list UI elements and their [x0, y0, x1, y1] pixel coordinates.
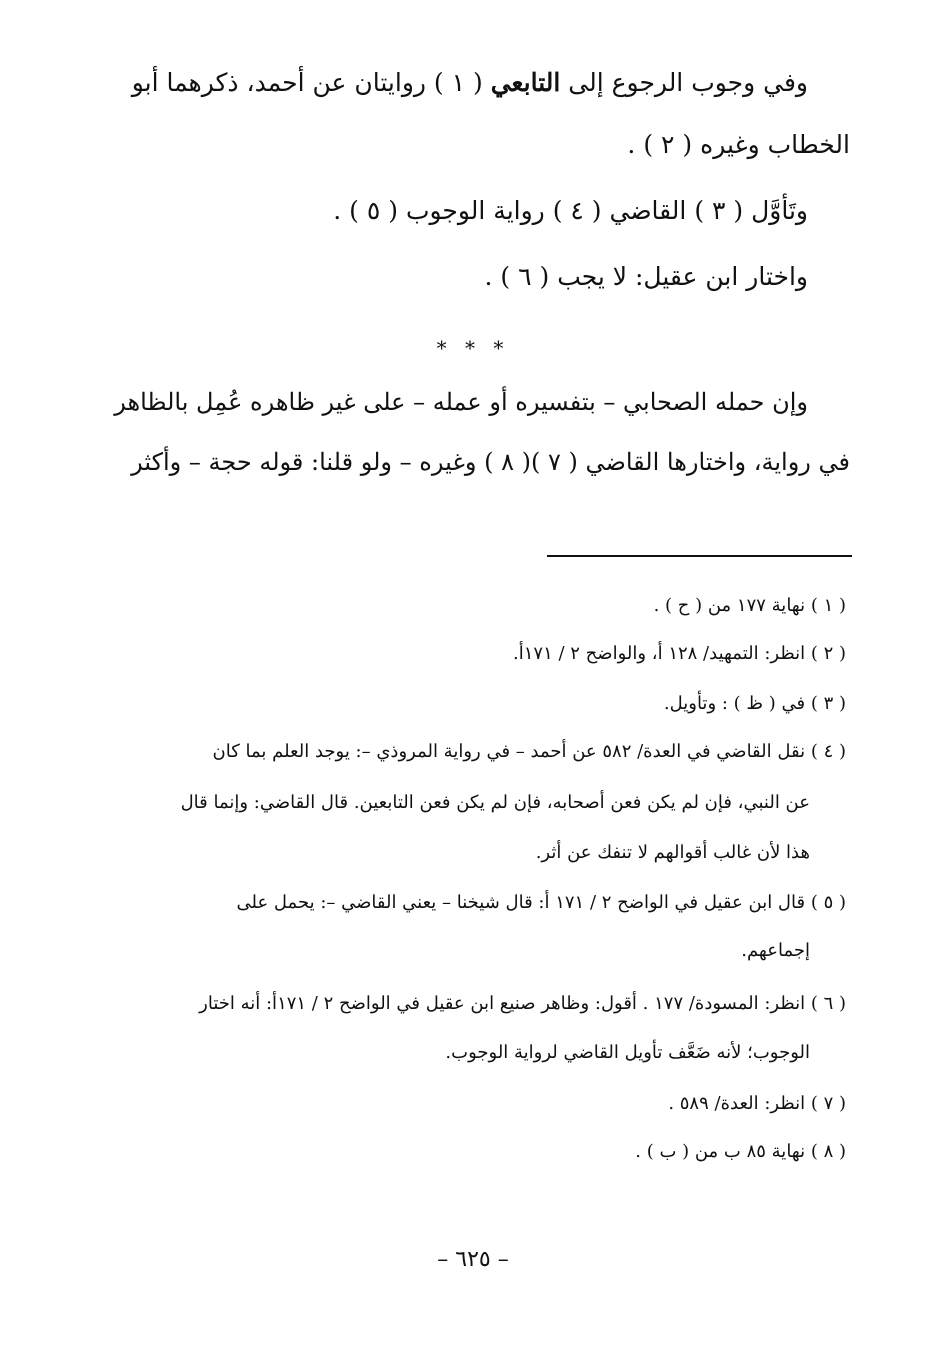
p3-text: واختار ابن عقيل: لا يجب ( ٦ ) . [484, 262, 808, 291]
footnote-6-line-1: ( ٦ ) انظر: المسودة/ ١٧٧ . أقول: وظاهر صنيع ابن عقيل في الواضح ٢ / ١٧١أ: أنه اختار [199, 993, 846, 1014]
footnote-4-line-3: هذا لأن غالب أقوالهم لا تنفك عن أثر. [535, 842, 810, 863]
footnote-7: ( ٧ ) انظر: العدة/ ٥٨٩ . [668, 1093, 846, 1114]
main-paragraph-4-line-1 [114, 388, 808, 416]
p1-text-a: وفي وجوب الرجوع إلى [568, 68, 808, 97]
footnote-separator-rule [547, 555, 852, 557]
main-paragraph-4-line-2 [126, 448, 850, 476]
page-number: – ٦٢٥ – [437, 1247, 509, 1272]
p1-text-b: ( ١ ) روايتان عن أحمد، ذكرهما أبو [131, 68, 483, 97]
section-separator-stars: * * * [436, 336, 510, 360]
footnote-1: ( ١ ) نهاية ١٧٧ من ( ح ) . [653, 595, 846, 616]
main-paragraph-3 [0, 262, 808, 291]
main-paragraph-2 [0, 196, 808, 225]
footnote-5-line-1: ( ٥ ) قال ابن عقيل في الواضح ٢ / ١٧١ أ: قال شيخنا – يعني القاضي –: يحمل على [236, 892, 846, 913]
main-paragraph-1-line-1 [110, 68, 808, 97]
footnote-5-line-2: إجماعهم. [741, 940, 810, 961]
footnote-6-line-2: الوجوب؛ لأنه ضَعَّف تأويل القاضي لرواية الوجوب. [445, 1042, 810, 1063]
footnote-3: ( ٣ ) في ( ظ ) : وتأويل. [663, 693, 846, 714]
footnote-8: ( ٨ ) نهاية ٨٥ ب من ( ب ) . [635, 1141, 846, 1162]
footnote-4-line-2: عن النبي، فإن لم يكن فعن أصحابه، فإن لم يكن فعن التابعين. قال القاضي: وإنما قال [180, 792, 810, 813]
p1-bold-term: التابعي [490, 68, 561, 97]
footnote-4-line-1: ( ٤ ) نقل القاضي في العدة/ ٥٨٢ عن أحمد – في رواية المروذي –: يوجد العلم بما كان [212, 741, 846, 762]
p4-line1-text: وإن حمله الصحابي – بتفسيره أو عمله – على غير ظاهره عُمِل بالظاهر [114, 388, 808, 416]
p4-line2-text: في رواية، واختارها القاضي ( ٧ )( ٨ ) وغيره – ولو قلنا: قوله حجة – وأكثر [131, 448, 850, 476]
p2-text: وتَأوَّل ( ٣ ) القاضي ( ٤ ) رواية الوجوب ( ٥ ) . [333, 196, 808, 225]
footnote-2: ( ٢ ) انظر: التمهيد/ ١٢٨ أ، والواضح ٢ / ١٧١أ. [513, 643, 846, 664]
main-paragraph-1-line-2 [0, 130, 850, 159]
p1-line2-text: الخطاب وغيره ( ٢ ) . [627, 130, 850, 159]
